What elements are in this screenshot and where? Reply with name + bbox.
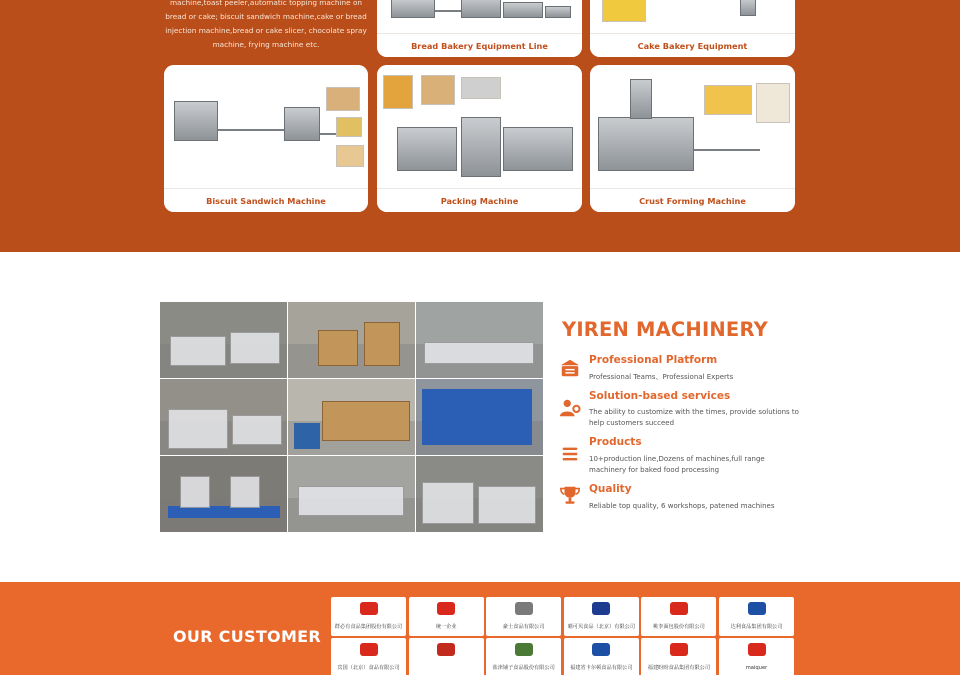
customer-logo-name: 豪士食品有限公司 — [502, 624, 545, 630]
customer-logo — [409, 597, 484, 636]
feature-title: Quality — [589, 483, 632, 495]
customer-logo-name: 群必有食品集团股份有限公司 — [334, 624, 403, 630]
product-card-label: Biscuit Sandwich Machine — [164, 188, 368, 212]
customer-logo — [409, 638, 484, 675]
customer-logo — [331, 638, 406, 675]
customer-logo-name: 宾国（北京）食品有限公司 — [337, 665, 400, 671]
feature-desc: The ability to customize with the times, provide solutions to help customers succeed — [589, 408, 799, 427]
customer-logo — [331, 597, 406, 636]
customer-logo-mark — [360, 643, 378, 656]
product-card-label: Crust Forming Machine — [590, 188, 795, 212]
customer-logo-mark — [515, 643, 533, 656]
customer-logo — [564, 638, 639, 675]
customer-logo-name: 福建省卡尔顿食品有限公司 — [570, 665, 633, 671]
customer-logo-mark — [748, 602, 766, 615]
customer-logo — [486, 638, 561, 675]
products-intro-text: machine,toast peeler,automatic topping machine on bread or cake; biscuit sandwich machine,cake or bread injection machine,bread or cake slicer, chocolate spray machine, frying machine etc. — [165, 0, 367, 49]
product-card-cake-equipment[interactable] — [590, 0, 795, 57]
customer-logo-name: 盐津铺子食品股份有限公司 — [492, 665, 555, 671]
product-card-label: Cake Bakery Equipment — [590, 33, 795, 57]
customer-logo — [719, 597, 794, 636]
customer-logo-mark — [592, 643, 610, 656]
customer-logo-mark — [437, 602, 455, 615]
product-image — [377, 0, 582, 33]
customer-logo-name: 统一企业 — [435, 624, 457, 630]
feature-desc: Reliable top quality, 6 workshops, patened machines — [589, 502, 775, 510]
feature-title: Solution-based services — [589, 390, 731, 402]
customer-logo-mark — [437, 643, 455, 656]
customer-logo-name: maiquer — [745, 665, 768, 671]
customer-logo-name: 喵可贝食品（北京）有限公司 — [567, 624, 636, 630]
product-card-label: Packing Machine — [377, 188, 582, 212]
factory-photo — [416, 379, 543, 455]
factory-photo — [288, 379, 415, 455]
product-card-bread-line[interactable] — [377, 0, 582, 57]
menu-list-icon — [559, 443, 581, 465]
product-image — [590, 65, 795, 188]
customer-logo-mark — [670, 643, 688, 656]
product-card-crust-forming[interactable] — [590, 65, 795, 212]
customer-logo-name: 桃李面包股份有限公司 — [652, 624, 705, 630]
feature-desc: 10+production line,Dozens of machines,full range machinery for baked food processing — [589, 455, 765, 474]
customer-logo-name: 福建盼盼食品集团有限公司 — [647, 665, 711, 671]
feature-title: Products — [589, 436, 642, 448]
customers-title: OUR CUSTOMER — [173, 627, 322, 646]
customer-logo-mark — [592, 602, 610, 615]
product-image — [590, 0, 795, 33]
factory-photo — [288, 302, 415, 378]
customer-logo — [564, 597, 639, 636]
product-card-biscuit-sandwich[interactable] — [164, 65, 368, 212]
factory-photo — [160, 456, 287, 532]
customer-logo — [641, 597, 716, 636]
factory-photo — [160, 302, 287, 378]
factory-photo — [416, 302, 543, 378]
platform-icon — [559, 357, 581, 379]
user-gear-icon — [559, 397, 581, 419]
customer-logo-mark — [360, 602, 378, 615]
factory-photo — [416, 456, 543, 532]
customer-logo — [719, 638, 794, 675]
product-image — [164, 65, 368, 188]
customer-logo-mark — [670, 602, 688, 615]
factory-photo — [288, 456, 415, 532]
customer-logo-name: 达利食品集团有限公司 — [730, 624, 783, 630]
product-card-packing[interactable] — [377, 65, 582, 212]
customer-logo-mark — [748, 643, 766, 656]
factory-photo-gallery — [160, 302, 543, 532]
feature-title: Professional Platform — [589, 354, 718, 366]
customer-logo — [486, 597, 561, 636]
product-card-label: Bread Bakery Equipment Line — [377, 33, 582, 57]
feature-desc: Professional Teams、Professional Experts — [589, 373, 734, 381]
factory-photo — [160, 379, 287, 455]
product-image — [377, 65, 582, 188]
trophy-icon — [559, 484, 581, 506]
customer-logo — [641, 638, 716, 675]
company-title: YIREN MACHINERY — [562, 318, 768, 341]
customer-logo-mark — [515, 602, 533, 615]
